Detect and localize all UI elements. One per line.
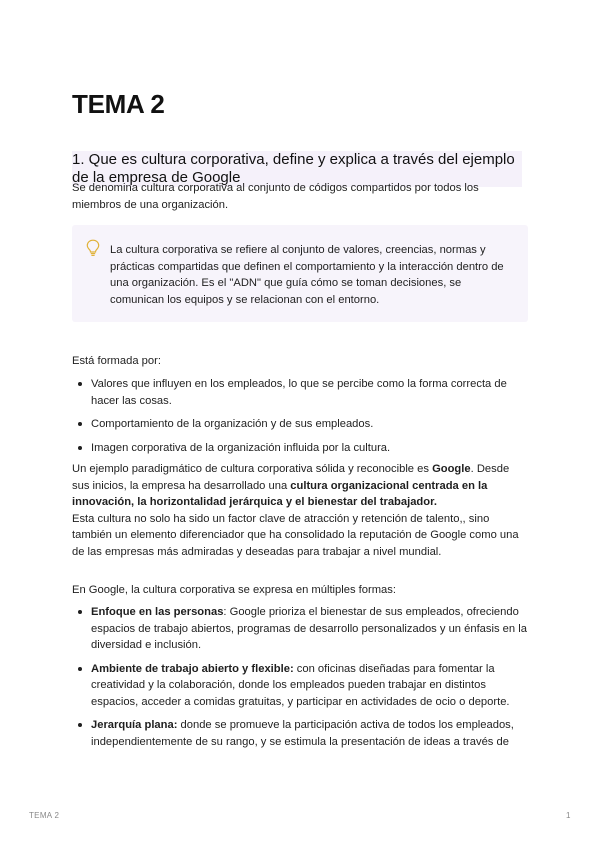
google-para-text-1: Un ejemplo paradigmático de cultura corporativa sólida y reconocible es	[72, 463, 433, 475]
page-number: 1	[566, 811, 571, 820]
list-item	[72, 661, 528, 711]
list-item-bold: Jerarquía plana:	[91, 719, 178, 731]
formed-by-list	[72, 376, 528, 463]
formed-by-label: Está formada por:	[72, 355, 161, 367]
page-title: TEMA 2	[72, 89, 165, 120]
google-para-text-2: . Desde sus inicios, la empresa ha desarrollado una	[72, 463, 510, 492]
lightbulb-icon	[86, 239, 100, 257]
google-para-text-3: Esta cultura no solo ha sido un factor clave de atracción y retención de talento,, sino también un elemento diferenciador que ha consolidado la reputación de Google como una de las empresas más admiradas y deseadas para trabajar a nivel mundial.	[72, 512, 519, 558]
list-item	[72, 604, 528, 654]
google-paragraph	[72, 461, 528, 560]
list-item-text: donde se promueve la participación activa de todos los empleados, independientemente de su rango, y se estimula la presentación de ideas a través de	[91, 719, 514, 748]
callout-box	[72, 225, 528, 322]
list-item-text: : Google prioriza el bienestar de sus empleados, ofreciendo espacios de trabajo abiertos, programas de desarrollo personalizados y un énfasis en la diversidad e inclusión.	[91, 606, 527, 651]
callout-text: La cultura corporativa se refiere al conjunto de valores, creencias, normas y prácticas compartidas que definen el comportamiento y la interacción dentro de una organización. Es el "ADN" que guía cómo se toman decisiones, se comunican los equipos y se relacionan con el entorno.	[110, 244, 504, 306]
list-item-bold: Enfoque en las personas	[91, 606, 224, 618]
google-para-bold-1: Google	[432, 463, 471, 475]
google-para-bold-2: cultura organizacional centrada en la innovación, la horizontalidad jerárquica y el bienestar del trabajador.	[72, 479, 488, 508]
list-item: Valores que influyen en los empleados, lo que se percibe como la forma correcta de hacer las cosas.	[72, 376, 528, 409]
list-item-text: con oficinas diseñadas para fomentar la creatividad y la colaboración, donde los empleados pueden trabajar en distintos espacios, acceder a comidas gratuitas, y participar en actividades de ocio o deporte.	[91, 662, 510, 708]
footer-label: TEMA 2	[29, 811, 60, 820]
section-heading: 1. Que es cultura corporativa, define y explica a través del ejemplo de la empresa de Google	[72, 151, 522, 187]
list-item: Imagen corporativa de la organización influida por la cultura.	[72, 440, 528, 457]
forms-label: En Google, la cultura corporativa se expresa en múltiples formas:	[72, 584, 396, 596]
intro-paragraph: Se denomina cultura corporativa al conjunto de códigos compartidos por todos los miembros de una organización.	[72, 182, 479, 211]
list-item	[72, 717, 528, 750]
list-item-bold: Ambiente de trabajo abierto y flexible:	[91, 662, 294, 675]
forms-list	[72, 604, 528, 757]
list-item: Comportamiento de la organización y de sus empleados.	[72, 416, 528, 433]
